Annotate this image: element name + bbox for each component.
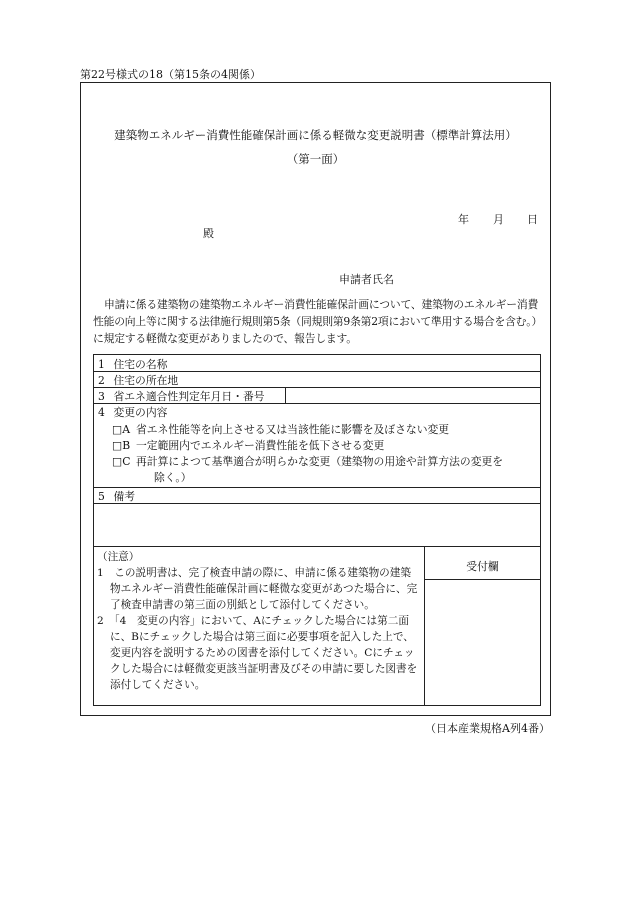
note-item: 1 この説明書は、完了検査申請の際に、申請に係る建築物の建築物エネルギー消費性能確保計画に軽微な変更があつた場合に、完了検査申請書の第三面の別紙として添付してください。 [97, 567, 418, 611]
item-label-address: 住宅の所在地 [113, 374, 179, 387]
divider [285, 387, 286, 403]
date-year-label: 年 [458, 213, 469, 226]
addressee-suffix: 殿 [203, 227, 214, 240]
change-option-a[interactable]: □A 省エネ性能等を向上させる又は当該性能に影響を及ぼさない変更 [112, 423, 450, 436]
divider [94, 403, 540, 404]
divider [94, 503, 540, 504]
statement-text: 申請に係る建築物の建築物エネルギー消費性能確保計画について、建築物のエネルギー消費性能の向上等に関する法律施行規則第5条（同規則第9条第2項において準用する場合を含む。）に規定する軽微な変更がありましたので、報告します。 [93, 298, 539, 345]
item-label-remarks: 備考 [113, 490, 136, 503]
applicant-name-label: 申請者氏名 [339, 273, 394, 286]
item-row-address[interactable]: 2 住宅の所在地 [98, 374, 179, 387]
date-day-label: 日 [527, 213, 538, 226]
change-option-c-continued: 除く。） [154, 471, 192, 484]
divider [94, 487, 540, 488]
checkbox-a[interactable]: □A [112, 423, 130, 436]
item-row-change: 4 変更の内容 [98, 406, 168, 419]
change-option-c[interactable]: □C 再計算によつて基準適合が明らかな変更（建築物の用途や計算方法の変更を [112, 455, 504, 468]
form-subtitle: （第一面） [286, 152, 345, 166]
reception-label: 受付欄 [466, 560, 499, 573]
item-row-name[interactable]: 1 住宅の名称 [98, 358, 168, 371]
form-frame [80, 82, 551, 716]
jis-size-note: （日本産業規格A列4番） [425, 722, 550, 735]
note-item: 2 「4 変更の内容」において、Aにチェックした場合には第二面に、Bにチェックした場合は第三面に必要事項を記入した上で、変更内容を説明するための図書を添付してください。Cにチェックした場合には軽微変更該当証明書及びその申請に要した図書を添付してください。 [97, 615, 418, 691]
divider [94, 546, 540, 547]
form-number: 第22号様式の18（第15条の4関係） [80, 68, 261, 81]
divider [424, 579, 540, 580]
item-label-judgement: 省エネ適合性判定年月日・番号 [113, 390, 265, 403]
checkbox-c[interactable]: □C [112, 455, 131, 468]
form-title: 建築物エネルギー消費性能確保計画に係る軽微な変更説明書（標準計算法用） [114, 128, 517, 142]
change-option-b[interactable]: □B 一定範囲内でエネルギー消費性能を低下させる変更 [112, 439, 385, 452]
item-label-name: 住宅の名称 [113, 358, 168, 371]
checkbox-b[interactable]: □B [112, 439, 131, 452]
notes-header: （注意） [97, 551, 140, 563]
date-month-label: 月 [493, 213, 504, 226]
item-row-judgement[interactable]: 3 省エネ適合性判定年月日・番号 [98, 390, 265, 403]
item-label-change: 変更の内容 [113, 406, 168, 419]
notes-section [97, 549, 420, 693]
item-row-remarks[interactable]: 5 備考 [98, 490, 136, 503]
divider [94, 371, 540, 372]
divider [94, 387, 540, 388]
